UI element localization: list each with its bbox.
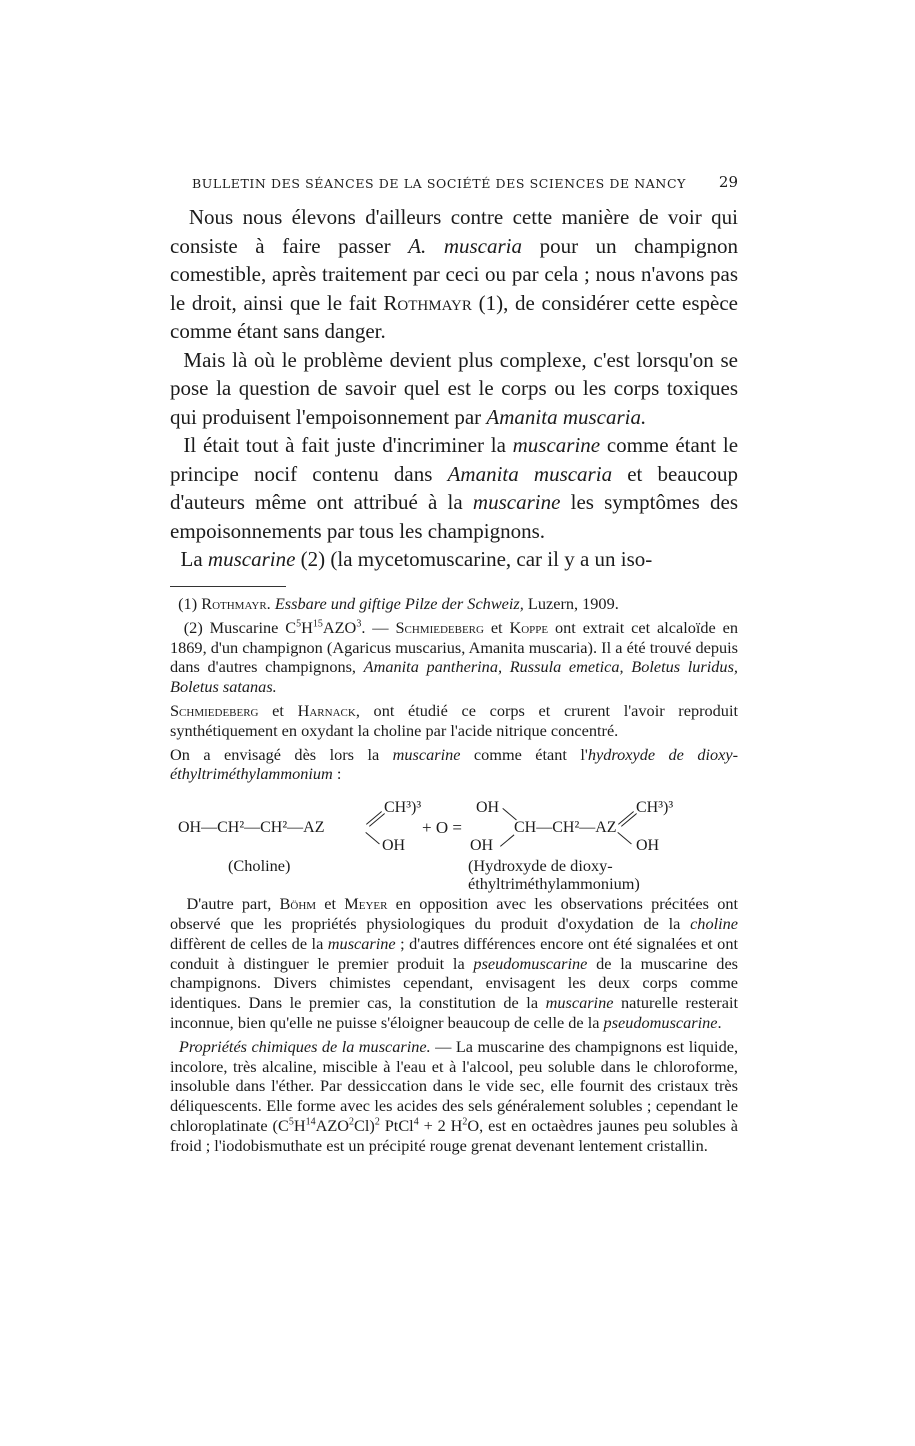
footnotes xyxy=(170,594,738,1160)
muscarine-main: CH—CH²—AZ xyxy=(514,819,617,837)
footnote-3: Schmiedeberg et Harnack, ont étudié ce corps et crurent l'avoir reproduit synthétiquement en oxydant la choline par l'acide nitrique concentré. xyxy=(170,700,738,740)
paragraph-4: La muscarine (2) (la mycetomuscarine, car il y a un iso- xyxy=(180,547,653,571)
muscarine-hydroxyl: OH xyxy=(636,837,660,855)
muscarine-oh-bottom: OH xyxy=(470,837,494,855)
footnote-rule xyxy=(170,586,286,587)
caption-muscarine-2: éthyltriméthylammonium) xyxy=(468,874,640,894)
choline-methyl: CH³)³ xyxy=(384,799,422,817)
footnote-5: D'autre part, Böhm et Meyer en opposition avec les observations précitées ont observé que les propriétés physiologiques du produit d'oxydation de la choline diffèrent de celles de la muscarine ; d'autres différences encore ont été signalées et ont conduit à distinguer le premier produit la pseudomuscarine de la muscarine des champignons. Divers chimistes cependant, envisagent les deux corps comme identiques. Dans le premier cas, la constitution de la muscarine naturelle resterait inconnue, bien qu'elle ne puisse s'éloigner beaucoup de celle de la pseudomuscarine. xyxy=(170,894,739,1032)
choline-hydroxyl: OH xyxy=(382,837,406,855)
bond-line xyxy=(617,832,632,844)
running-head: BULLETIN DES SÉANCES DE LA SOCIÉTÉ DES SCIENCES DE NANCY xyxy=(192,176,686,191)
caption-muscarine-1: (Hydroxyde de dioxy- xyxy=(468,856,613,876)
paragraph-1: Nous nous élevons d'ailleurs contre cette manière de voir qui consiste à faire passer A. muscaria pour un champignon comestible, après traitement par ceci ou par cela ; nous n'avons pas le droit, ainsi que le fait Rothmayr (1), de considérer cette espèce comme étant sans danger. xyxy=(170,205,738,343)
footnote-6: Propriétés chimiques de la muscarine. — La muscarine des champignons est liquide, incolore, très alcaline, miscible à l'eau et à l'alcool, peu soluble dans le chloroforme, insoluble dans l'éther. Par dessiccation dans le vide sec, elle fournit des cristaux très déliquescents. Elle forme avec les acides des sels généralement solubles ; cependant le chloroplatinate $(C^5H^{14}AZO^2Cl)^2$ PtCl$^4$ + 2 $H^2O$, est en octaèdres jaunes peu solubles à froid ; l'iodobismuthate est un précipité rouge grenat devenant lentement cristallin. xyxy=(170,1036,739,1155)
muscarine-oh-top: OH xyxy=(476,799,500,817)
footnote-2: (2) Muscarine $C^5H^{15}AZO^3$. — Schmiedeberg et Koppe ont extrait cet alcaloïde en 1869, d'un champignon (Agaricus muscarius, Amanita muscaria). Il a été trouvé depuis dans d'autres champignons, Amanita pantherina, Russula emetica, Boletus luridus, Boletus satanas. xyxy=(170,617,739,697)
main-text xyxy=(170,203,738,574)
chemical-formula xyxy=(170,784,738,894)
footnote-4: On a envisagé dès lors la muscarine comme étant l'hydroxyde de dioxy-éthyltriméthylammonium : xyxy=(170,744,739,784)
footnote-1: (1) Rothmayr. Essbare und giftige Pilze der Schweiz, Luzern, 1909. xyxy=(178,594,619,613)
choline-main: OH—CH²—CH²—AZ xyxy=(178,819,325,837)
bond-line xyxy=(365,832,380,844)
plus-oxygen: + O = xyxy=(422,818,462,838)
paragraph-2: Mais là où le problème devient plus complexe, c'est lorsqu'on se pose la question de savoir quel est le corps ou les corps toxiques qui produisent l'empoisonnement par Amanita muscaria. xyxy=(170,347,739,429)
bond-line xyxy=(500,835,515,847)
paragraph-3: Il était tout à fait juste d'incriminer la muscarine comme étant le principe nocif contenu dans Amanita muscaria et beaucoup d'auteurs même ont attribué à la muscarine les symptômes des empoisonnements par tous les champignons. xyxy=(170,433,739,543)
caption-choline: (Choline) xyxy=(228,856,291,876)
page-number: 29 xyxy=(718,173,738,191)
muscarine-methyl: CH³)³ xyxy=(636,799,674,817)
